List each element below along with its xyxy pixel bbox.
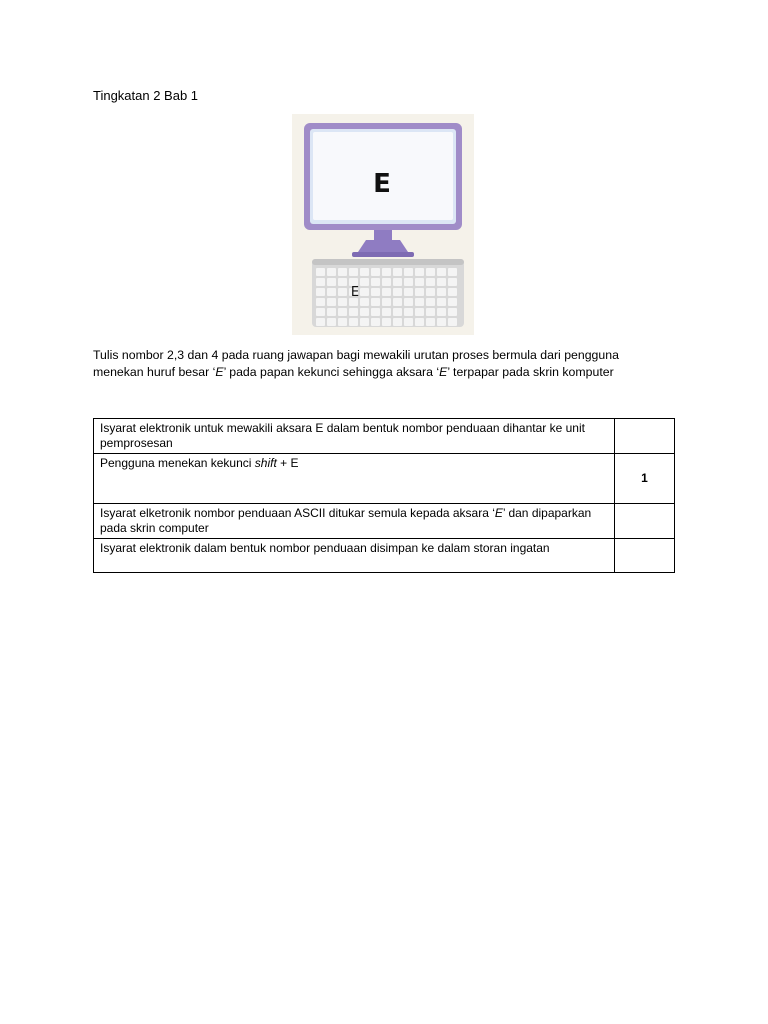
keyboard-key [338, 278, 347, 286]
keyboard-key [448, 268, 457, 276]
keyboard-key [327, 268, 336, 276]
keyboard-key [448, 318, 457, 326]
monitor-base [358, 240, 408, 252]
keyboard-key [393, 278, 402, 286]
keyboard-key [437, 308, 446, 316]
keyboard-key [349, 318, 358, 326]
keyboard-key [448, 278, 457, 286]
keyboard-key [415, 268, 424, 276]
table-row [94, 539, 675, 573]
step-text: Pengguna menekan kekunci shift + E [94, 454, 615, 504]
keyboard-key [448, 308, 457, 316]
keyboard-key [404, 308, 413, 316]
instruction-paragraph [93, 347, 675, 381]
keyboard-key [426, 268, 435, 276]
keyboard-key [382, 268, 391, 276]
keyboard-key [316, 278, 325, 286]
computer-keyboard-image [292, 114, 474, 335]
keyboard-key [316, 288, 325, 296]
keyboard-key [415, 318, 424, 326]
keyboard-key [426, 308, 435, 316]
keyboard-key [316, 318, 325, 326]
instruction-line-2: menekan huruf besar ‘E’ pada papan kekunci sehingga aksara ‘E’ terpapar pada skrin komputer [93, 365, 614, 379]
keyboard-key [371, 318, 380, 326]
keyboard-key [437, 278, 446, 286]
answer-table [93, 418, 675, 573]
keyboard-key [327, 278, 336, 286]
table-row [94, 454, 675, 504]
answer-cell[interactable]: 1 [615, 454, 675, 504]
keyboard-key [349, 268, 358, 276]
keyboard-key [404, 278, 413, 286]
keyboard-key [415, 308, 424, 316]
keyboard-key [404, 288, 413, 296]
keyboard-key [437, 268, 446, 276]
keyboard-key [371, 288, 380, 296]
keyboard-key [404, 318, 413, 326]
keyboard-key [327, 298, 336, 306]
keyboard-key [426, 288, 435, 296]
keyboard-key [404, 298, 413, 306]
keyboard-key [448, 288, 457, 296]
keyboard-key [393, 268, 402, 276]
computer-illustration [292, 114, 474, 335]
keyboard-key [360, 288, 369, 296]
table-row [94, 504, 675, 539]
step-text: Isyarat elketronik nombor penduaan ASCII ditukar semula kepada aksara ‘E’ dan dipaparkan pada skrin computer [94, 504, 615, 539]
keyboard-key [327, 308, 336, 316]
keyboard-key [415, 278, 424, 286]
answer-cell[interactable] [615, 504, 675, 539]
keyboard-key [338, 308, 347, 316]
keyboard-key [382, 308, 391, 316]
keyboard-key [338, 318, 347, 326]
document-heading: Tingkatan 2 Bab 1 [93, 88, 199, 103]
keyboard-key [415, 298, 424, 306]
keyboard-key [327, 288, 336, 296]
step-text: Isyarat elektronik dalam bentuk nombor penduaan disimpan ke dalam storan ingatan [94, 539, 615, 573]
keyboard-key [382, 278, 391, 286]
keyboard-key [371, 268, 380, 276]
answer-cell[interactable] [615, 539, 675, 573]
keyboard-key [404, 268, 413, 276]
keyboard-key [426, 278, 435, 286]
keyboard-key [371, 278, 380, 286]
step-text: Isyarat elektronik untuk mewakili aksara E dalam bentuk nombor penduaan dihantar ke unit pemprosesan [94, 419, 615, 454]
keyboard-key [393, 318, 402, 326]
screen-letter: E [373, 169, 391, 199]
table-row [94, 419, 675, 454]
keyboard-key [360, 268, 369, 276]
keyboard-key [338, 288, 347, 296]
keyboard-key [415, 288, 424, 296]
keyboard-key [426, 318, 435, 326]
keyboard-key [426, 298, 435, 306]
keyboard-key [360, 318, 369, 326]
keyboard-key [437, 298, 446, 306]
keyboard-key [448, 298, 457, 306]
keyboard-key [360, 278, 369, 286]
keyboard-letter: E [350, 285, 360, 300]
keyboard-key [437, 318, 446, 326]
keyboard-key [316, 298, 325, 306]
keyboard-key [382, 318, 391, 326]
instruction-line-1: Tulis nombor 2,3 dan 4 pada ruang jawapan bagi mewakili urutan proses bermula dari pengguna [93, 348, 619, 362]
keyboard-key [382, 288, 391, 296]
answer-cell[interactable] [615, 419, 675, 454]
keyboard-key [393, 308, 402, 316]
keyboard-key [349, 308, 358, 316]
keyboard-key [327, 318, 336, 326]
keyboard-key [338, 268, 347, 276]
keyboard-key [360, 308, 369, 316]
keyboard-top-edge [312, 259, 464, 265]
keyboard-key [437, 288, 446, 296]
keyboard-key [316, 308, 325, 316]
keyboard-key [393, 288, 402, 296]
keyboard-key [360, 298, 369, 306]
keyboard-key [338, 298, 347, 306]
keyboard-key [382, 298, 391, 306]
keyboard-key [371, 298, 380, 306]
monitor-foot [352, 252, 414, 257]
keyboard-key [393, 298, 402, 306]
keyboard-key [371, 308, 380, 316]
keyboard-key [316, 268, 325, 276]
